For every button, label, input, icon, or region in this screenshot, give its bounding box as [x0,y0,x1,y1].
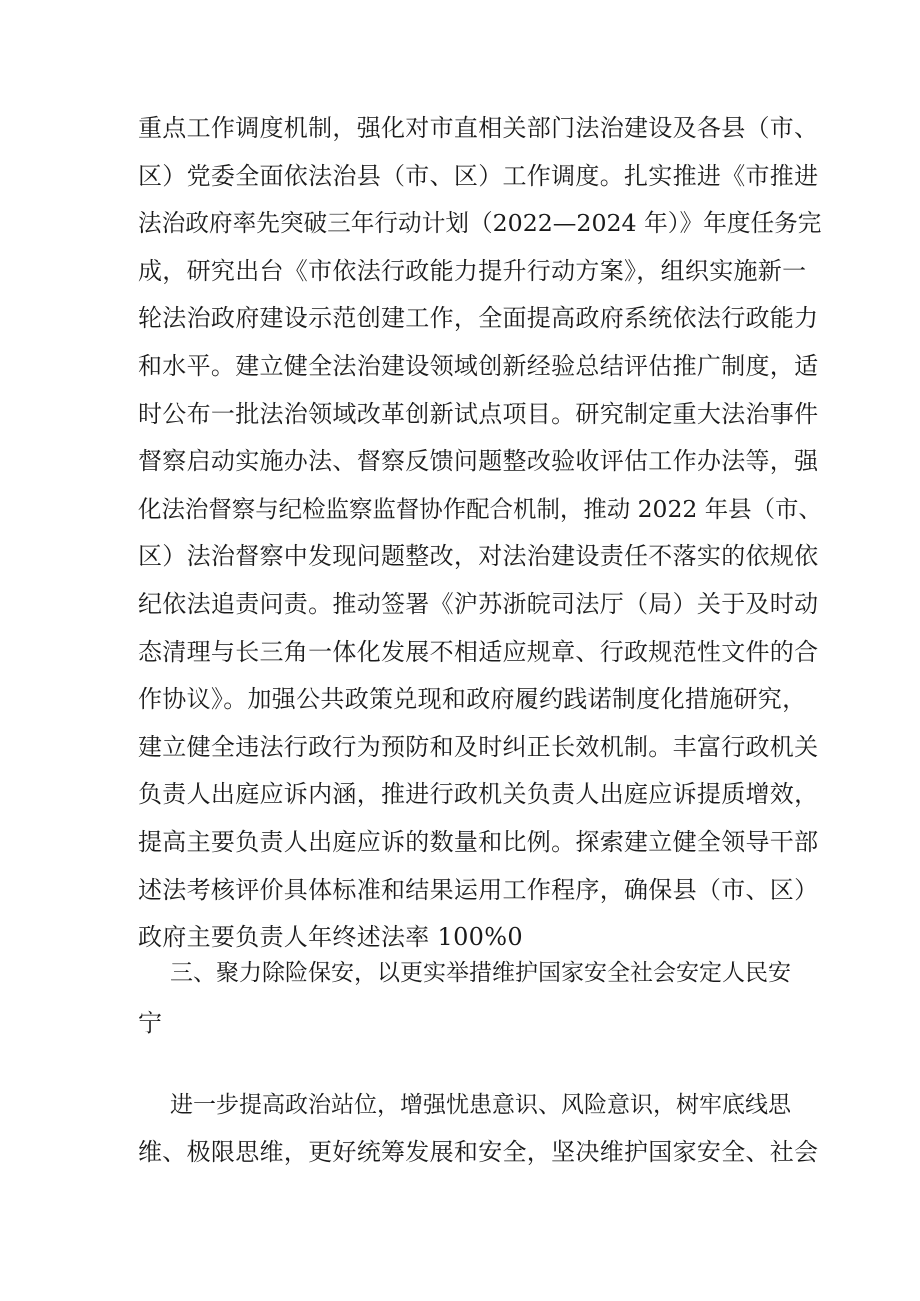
text-line: 成，研究出台《市依法行政能力提升行动方案》，组织实施新一 [138,256,807,285]
text-line: 重点工作调度机制，强化对市直相关部门法治建设及各县（市、 [138,114,819,142]
text-line: 作协议》。加强公共政策兑现和政府履约践诺制度化措施研究， [138,685,807,714]
text-line: 时公布一批法治领域改革创新试点项目。研究制定重大法治事件 [138,399,819,428]
text-line: 态清理与长三角一体化发展不相适应规章、行政规范性文件的合 [138,637,819,666]
text-line: 纪依法追责问责。推动签署《沪苏浙皖司法厅（局）关于及时动 [138,590,819,618]
text-line: 政府主要负责人年终述法率 100%0 [138,923,523,952]
text-line: 化法治督察与纪检监察监督协作配合机制，推动 2022 年县（市、 [138,494,822,523]
text-line: 区）法治督察中发现问题整改，对法治建设责任不落实的依规依 [138,542,819,571]
text-line: 督察启动实施办法、督察反馈问题整改验收评估工作办法等，强 [138,447,819,476]
text-line: 建立健全违法行政行为预防和及时纠正长效机制。丰富行政机关 [138,732,819,761]
text-line: 宁 [138,1009,163,1037]
text-line: 法治政府率先突破三年行动计划（2022—2024 年）》年度任务完 [138,209,822,238]
text-line: 提高主要负责人出庭应诉的数量和比例。探索建立健全领导干部 [138,828,819,856]
text-line: 轮法治政府建设示范创建工作，全面提高政府系统依法行政能力 [138,304,819,333]
text-line: 维、极限思维，更好统筹发展和安全，坚决维护国家安全、社会 [138,1138,819,1166]
text-line: 述法考核评价具体标准和结果运用工作程序，确保县（市、区） [138,875,819,904]
text-line: 区）党委全面依法治县（市、区）工作调度。扎实推进《市推进 [138,161,819,190]
text-line: 负责人出庭应诉内涵，推进行政机关负责人出庭应诉提质增效， [138,780,819,809]
text-line: 三、聚力除险保安，以更实举措维护国家安全社会安定人民安 [170,960,791,986]
text-line: 进一步提高政治站位，增强忧患意识、风险意识，树牢底线思 [170,1092,791,1118]
text-line: 和水平。建立健全法治建设领域创新经验总结评估推广制度，适 [138,352,819,380]
